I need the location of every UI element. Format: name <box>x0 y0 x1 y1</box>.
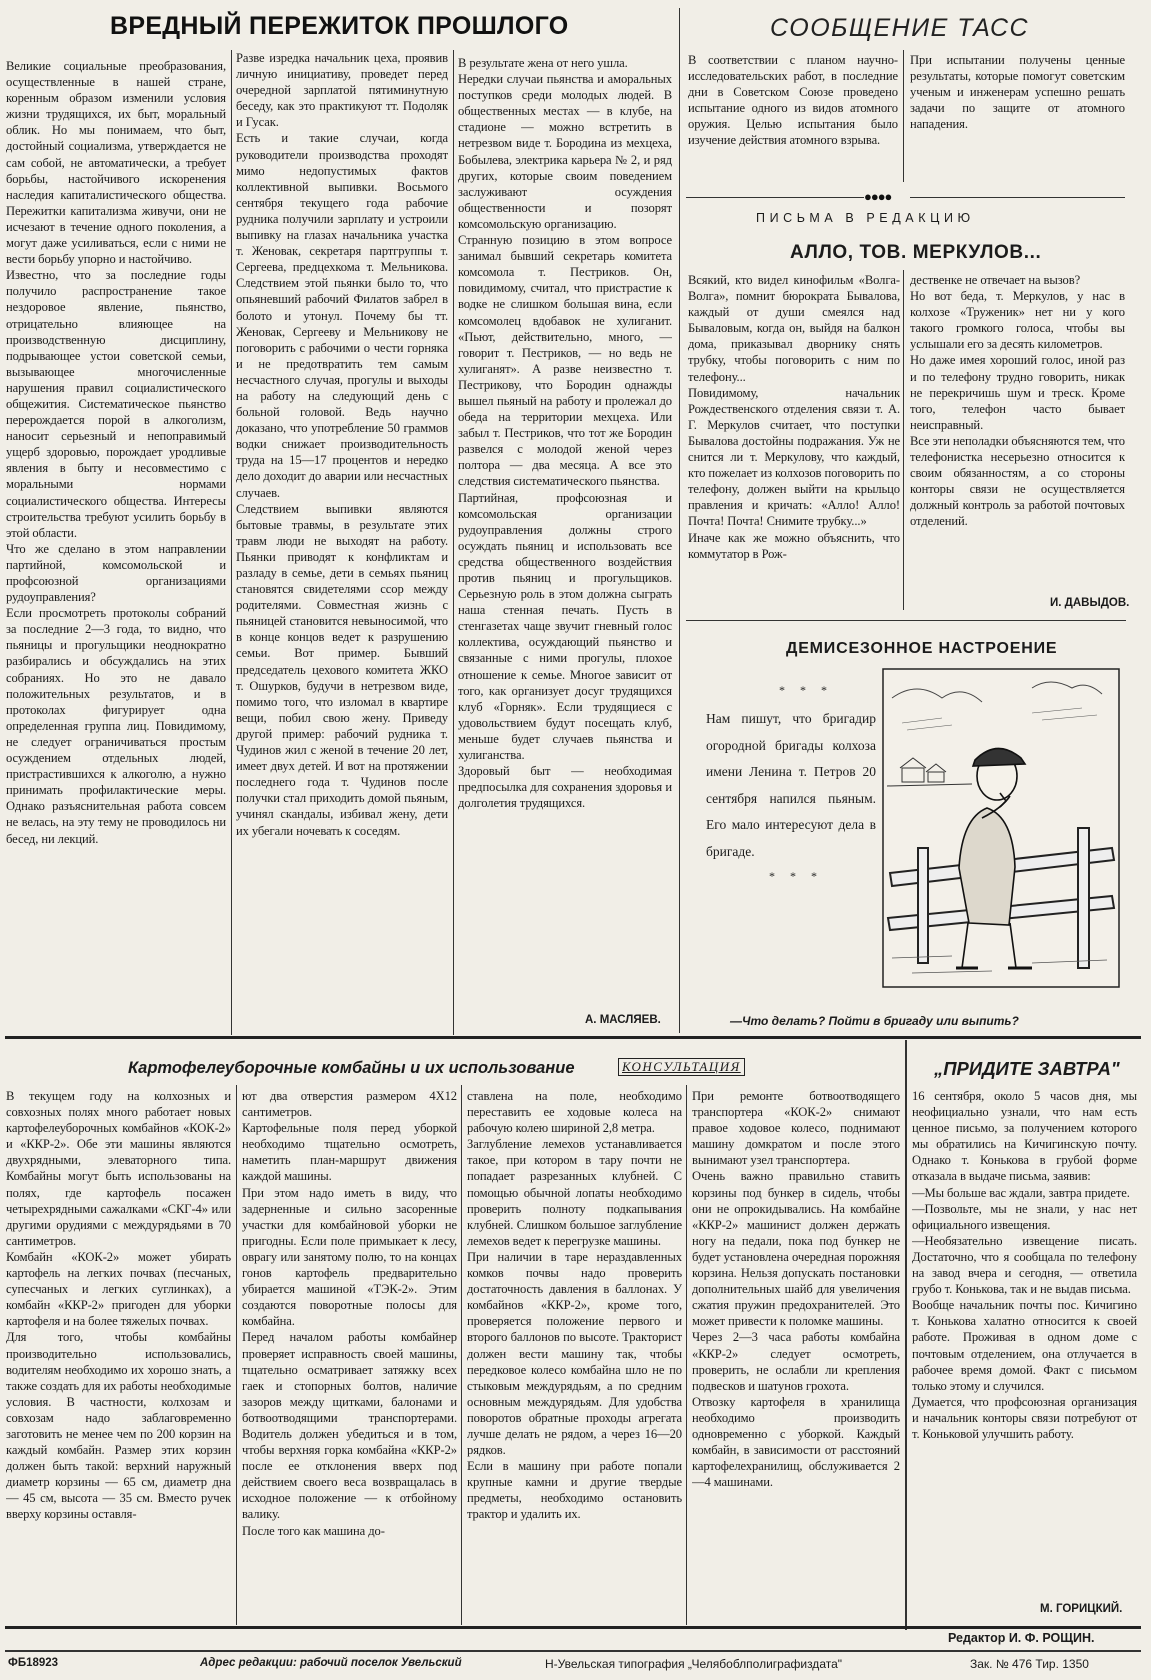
article-column: Разве изредка начальник цеха, проявив личную инициативу, проведет перед очередной зарплатой пятиминутную беседу, как это практикуют тт. Подоляк и Гусак. Есть и такие случаи, когда руководители производства проходят мимо недопустимых фактов коллективной выпивки. Восьмого сентября текущего года рабочие рудника получили зарплату и устроили выпивку на глазах начальника участка т. Женовак, секретаря партгруппы т. Сергеева, предцехкома т. Мельникова. Следствием этой пьянки было то, что опьяневший рабочий Филатов забрел в болото и утонул. Почему бы тт. Женовак, Сергееву и Мельникову не поговорить с рабочими о чести горняка и не предотвратить тем самым несчастного случая, прогулы и выходы на работу на следующий день с больной головой. Ведь научно доказано, что употребление 50 граммов водки снижает производительность труда на 15—17 процентов и нередко дело доходит до аварии или несчастных случаев. Следствием выпивки являются бытовые травмы, в результате этих травм люди не выходят на работу. Пьянки приводят к конфликтам и разладу в семье, дети в семьях пьяниц становятся свидетелями ссор между родителями. Совместная жизнь с пьяницей становится невыносимой, что в конце концов ведет к разрушению семьи. Вот пример. Бывший председатель цехового комитета ЖКО т. Ошурков, будучи в нетрезвом виде, помимо того, что изломал в квартире вещи, побил свою жену. Приведу другой пример: рабочий рудника т. Чудинов жил с женой в течение 20 лет, имеет двух детей. И вот на протяжении последнего года т. Чудинов после получки стал приходить домой пьяным, учинял скандалы, избивал жену, дети их убегали ночевать к соседям. <box>236 51 448 838</box>
cartoon-illustration <box>882 668 1120 988</box>
issue-code: ФБ18923 <box>8 1657 59 1669</box>
article-column: ставлена на поле, необходимо переставить ее ходовые колеса на рабочую колею шириной 2,8 метра. Заглубление лемехов устанавливается такое, при котором в тару почти не попадает разрезанных клубней. С помощью обычной лопаты необходимо проверить полноту подкапывания клубней. Слишком большое заглубление лемехов ведет к перегрузке машины. При наличии в таре нераздавленных комков почвы надо проверить достаточность давления в баллонах. У комбайнов «ККР-2», кроме того, проверяется положение первого и второго баллонов по высоте. Тракторист должен вести машину так, чтобы передковое колесо комбайна шло не по стыковым междурядьям, а по средним основным междурядьям. Для удобства поворотов обратные проходы агрегата лучше делать не рядом, а через 16—20 рядков. Если в машину при работе попали крупные камни и другие твердые предметы, необходимо остановить трактор и удалить их. <box>467 1089 682 1522</box>
article-signature: А. МАСЛЯЕВ. <box>585 1014 661 1026</box>
asterisks: * * * <box>779 683 833 697</box>
tass-column: В соответствии с планом научно-исследовательских работ, в последние дни в Советском Союзе проведено испытание одного из видов атомного оружия. Целью испытания было изучение действия атомного взрыва. <box>688 53 898 148</box>
letters-signature: И. ДАВЫДОВ. <box>1050 597 1130 609</box>
editor-line: Редактор И. Ф. РОЩИН. <box>948 1631 1095 1645</box>
article-rubric: КОНСУЛЬТАЦИЯ <box>618 1058 745 1076</box>
tass-column: При испытании получены ценные результаты, которые помогут советским ученым и инженерам успешно решать задачи по защите от атомного нападения. <box>910 53 1125 132</box>
article-title: Картофелеуборочные комбайны и их использование <box>128 1059 575 1077</box>
tass-title: СООБЩЕНИЕ ТАСС <box>770 14 1030 42</box>
editorial-address: Адрес редакции: рабочий поселок Увельский <box>200 1657 462 1669</box>
letters-column: Всякий, кто видел кинофильм «Волга-Волга», помнит бюрократа Бывалова, каждый от души смеялся над Бываловым, когда он, выйдя на балкон дома, приказывал дворнику снять трубку, чтобы поговорить с ним по телефону... Повидимому, начальник Рождественского отделения связи т. А. Г. Меркулов считает, что поступки Бывалова достойны подражания. Уж не снится ли т. Меркулову, что каждый, кто пожелает из колхозов поговорить по телефону, должен выйти на крыльцо правления и кричать: «Алло! Алло! Почта! Почта! Снимите трубку...» Иначе как же можно объяснить, что коммутатор в Рож- <box>688 273 900 561</box>
article-signature: М. ГОРИЦКИЙ. <box>1040 1603 1123 1615</box>
divider-ornament: ●●●● <box>864 189 892 204</box>
article-title: ВРЕДНЫЙ ПЕРЕЖИТОК ПРОШЛОГО <box>110 12 569 40</box>
cartoon-text: Нам пишут, что бригадир огородной бригады колхоза имени Ленина т. Петров 20 сентября напился пьяным. Его мало интересуют дела в бригаде. <box>706 711 876 859</box>
article-column: В результате жена от него ушла. Нередки случаи пьянства и аморальных поступков среди молодых людей. В общественных местах — в клубе, на стадионе — можно встретить в нетрезвом виде т. Бородина из мехцеха, Бобылева, электрика карьера № 2, и ряд других, которые своим поведением заслуживают осуждения общественности и позорят комсомольскую организацию. Странную позицию в этом вопросе занимал бывший секретарь комитета комсомола т. Пестриков. Он, повидимому, считал, что пристрастие к водке не слишком большая вина, если комсомолец вдобавок не хулиганит. «Пьют, действительно, много, — говорит т. Пестриков, — но ведь не хулиганят». А разве неизвестно т. Пестрикову, что Бородин однажды вышел пьяный на работу и пролежал до обеда на территории мехцеха. Или забыл т. Пестриков, что тот же Бородин развелся с молодой женой через полтора — два месяца. А все это следствия систематического пьянства. Партийная, профсоюзная и комсомольская организации рудоуправления должны строго осуждать пьяниц и использовать все средства общественного воздействия против пьяниц и прогульщиков. Серьезную роль в этом должна сыграть наша стенная печать. Пусть в стенгазетах чаще звучит гневный голос коллектива, осуждающий пьянство и связанные с ними прогулы, плохое отношение к семье. Многое зависит от того, как организует досуг трудящихся клуб «Горняк». Если трудящиеся с удовольствием будут посещать клуб, меньше будет случаев пьянства и хулиганства. Здоровый быт — необходимая предпосылка для сохранения здоровья и долголетия трудящихся. <box>458 56 672 811</box>
article-column: 16 сентября, около 5 часов дня, мы неофициально узнали, что нам есть ценное письмо, за получением которого мы обратились на Кичигинскую почту. Однако т. Конькова в грубой форме отказала в выдаче письма, заявив: —Мы больше вас ждали, завтра придете. —Позвольте, мы не знали, у нас нет официального извещения. —Необязательно извещение писать. Достаточно, что я сообщала по телефону на завод вчера и сегодня, — ответила грубо т. Конькова, так и не выдав письма. Вообще начальник почты пос. Кичигино т. Конькова халатно относится к своей работе. Проживая в одном доме с почтовым отделением, она отлучается в рабочее время домой. Факт с письмом только этому и случился. Думается, что профсоюзная организация и начальник конторы связи потребуют от т. Коньковой улучшить работу. <box>912 1089 1137 1441</box>
letters-title: АЛЛО, ТОВ. МЕРКУЛОВ... <box>790 242 1042 263</box>
order-line: Зак. № 476 Тир. 1350 <box>970 1657 1089 1671</box>
article-column: ют два отверстия размером 4Х12 сантиметров. Картофельные поля перед уборкой необходимо тщательно осмотреть, наметить план-маршрут движения каждой машины. При этом надо иметь в виду, что задерненные и сильно засоренные участки для комбайновой уборки не пригодны. Если поле примыкает к лесу, оврагу или занятому полю, то на концах гонов картофель предварительно убирается машиной «ТЭК-2». Этим создаются поворотные полосы для комбайна. Перед началом работы комбайнер проверяет исправность своей машины, тщательно осматривает затяжку всех гаек и стопорных болтов, наличие зазоров между щитками, балонами и ботвоотводящими транспортерами. Водитель должен убедиться и в том, чтобы верхняя горка комбайна «ККР-2» после ее отклонения вверх под действием своего веса возвращалась в исходное положение — к отбойному валику. После того как машина до- <box>242 1089 457 1538</box>
article-column: В текущем году на колхозных и совхозных полях много работает новых картофелеуборочных комбайнов «КОК-2» и «ККР-2». Обе эти машины являются двухрядными, элеваторного типа. Комбайны могут быть использованы на полях, где картофель посажен четырехрядными сажалками «СКГ-4» или другими орудиями с междурядьями в 70 сантиметров. Комбайн «КОК-2» может убирать картофель на легких почвах (песчаных, супесчаных и легких суглинках), а комбайн «ККР-2» пригоден для уборки картофеля и на более тяжелых почвах. Для того, чтобы комбайны производительно использовались, водителям необходимо их хорошо знать, а также создать для их работы необходимые условия. В частности, колхозам и совхозам надо заблаговременно заготовить не менее чем по 200 корзин на каждый комбайн. Размер этих корзин должен быть такой: верхний наружный диаметр корзины — 65 см, диаметр дна — 45 см, высота — 35 см. Вместо ручек вверху корзины оставля- <box>6 1089 231 1522</box>
article-column: При ремонте ботвоотводящего транспортера «КОК-2» снимают правое ходовое колесо, поднимают машину домкратом и после этого вынимают узел транспортера. Очень важно правильно ставить корзины под бункер в сидель, чтобы они не опрокидывались. На комбайне «ККР-2» машинист должен держать ногу на педали, пока под бункер не будет установлена очередная порожняя корзина. Нельзя допускать постановки дополнительных шайб для увеличения сжатия пружин предохранителей. Это может привести к поломке машины. Через 2—3 часа работы комбайна «ККР-2» следует осмотреть, проверить, не ослабли ли крепления подвесков и шатунов грохота. Отвозку картофеля в хранилища необходимо производить одновременно с уборкой. Каждый комбайн, в зависимости от расстояний картофелехранилищ, обслуживается 2—4 машинами. <box>692 1089 900 1490</box>
cartoon-text-block <box>696 683 876 983</box>
letters-column: дественке не отвечает на вызов? Но вот беда, т. Меркулов, у нас в колхозе «Труженик» нет ни у кого такого громкого голоса, чтобы вы услышали его за десять километров. Но даже имея хороший голос, иной раз и по телефону трудно говорить, никак не перекричишь шум и треск. Кроме того, телефон часто бывает неисправный. Все эти неполадки объясняются тем, что телефонистка несерьезно относится к своим обязанностям, а со стороны конторы связи не осуществляется должный контроль за работой почтовых отделений. <box>910 273 1125 529</box>
letters-rubric: ПИСЬМА В РЕДАКЦИЮ <box>756 211 975 225</box>
asterisks: * * * <box>769 869 823 883</box>
article-column: Великие социальные преобразования, осуществленные в нашей стране, коренным образом изменили условия жизни трудящихся, их быт, моральный облик. Но мы понимаем, что быт, достойный социализма, утверждается не сам собой, не автоматически, а требует борьбы, настойчивого искоренения наследия капиталистического общества. Пережитки капитализма живучи, они не исчезают в течение одного поколения, а могут даже усиливаться, если с ними не вести борьбу упорно и настойчиво. Известно, что за последние годы получило распространение такое нездоровое явление, пьянство, отрицательно влияющее на производственную дисциплину, подрывающее устои советской семьи, вызывающее многочисленные нарушения правил социалистического общежития. Систематическое пьянство перерождается порой в алкоголизм, наносит серьезный и непоправимый ущерб здоровью, порождает уродливые явления в быту и несовместимо с моральными нормами социалистического общества. Интересы строительства требуют усилить борьбу в этой области. Что же сделано в этом направлении партийной, комсомольской и профсоюзной организациями рудоуправления? Если просмотреть протоколы собраний за последние 2—3 года, то видно, что пьяницы и прогульщики неоднократно разбирались и обсуждались на этих собраниях. Но это не давало положительных результатов, и в протоколах фигурирует одна определенная группа лиц. Повидимому, не следует ограничиваться простым осуждением отдельных людей, пристрастившихся к алкоголю, а нужно принимать профилактические меры. Однако разъяснительная работа совсем не велась, на эту тему не проводилось ни бесед, ни лекций. <box>6 59 226 846</box>
cartoon-drawing <box>882 668 1120 988</box>
cartoon-caption: —Что делать? Пойти в бригаду или выпить? <box>730 1014 1019 1028</box>
cartoon-title: ДЕМИСЕЗОННОЕ НАСТРОЕНИЕ <box>786 640 1058 657</box>
printer-line: Н-Увельская типография „Челябоблполиграфиздата" <box>545 1657 843 1671</box>
article-title: „ПРИДИТЕ ЗАВТРА" <box>934 1058 1120 1079</box>
